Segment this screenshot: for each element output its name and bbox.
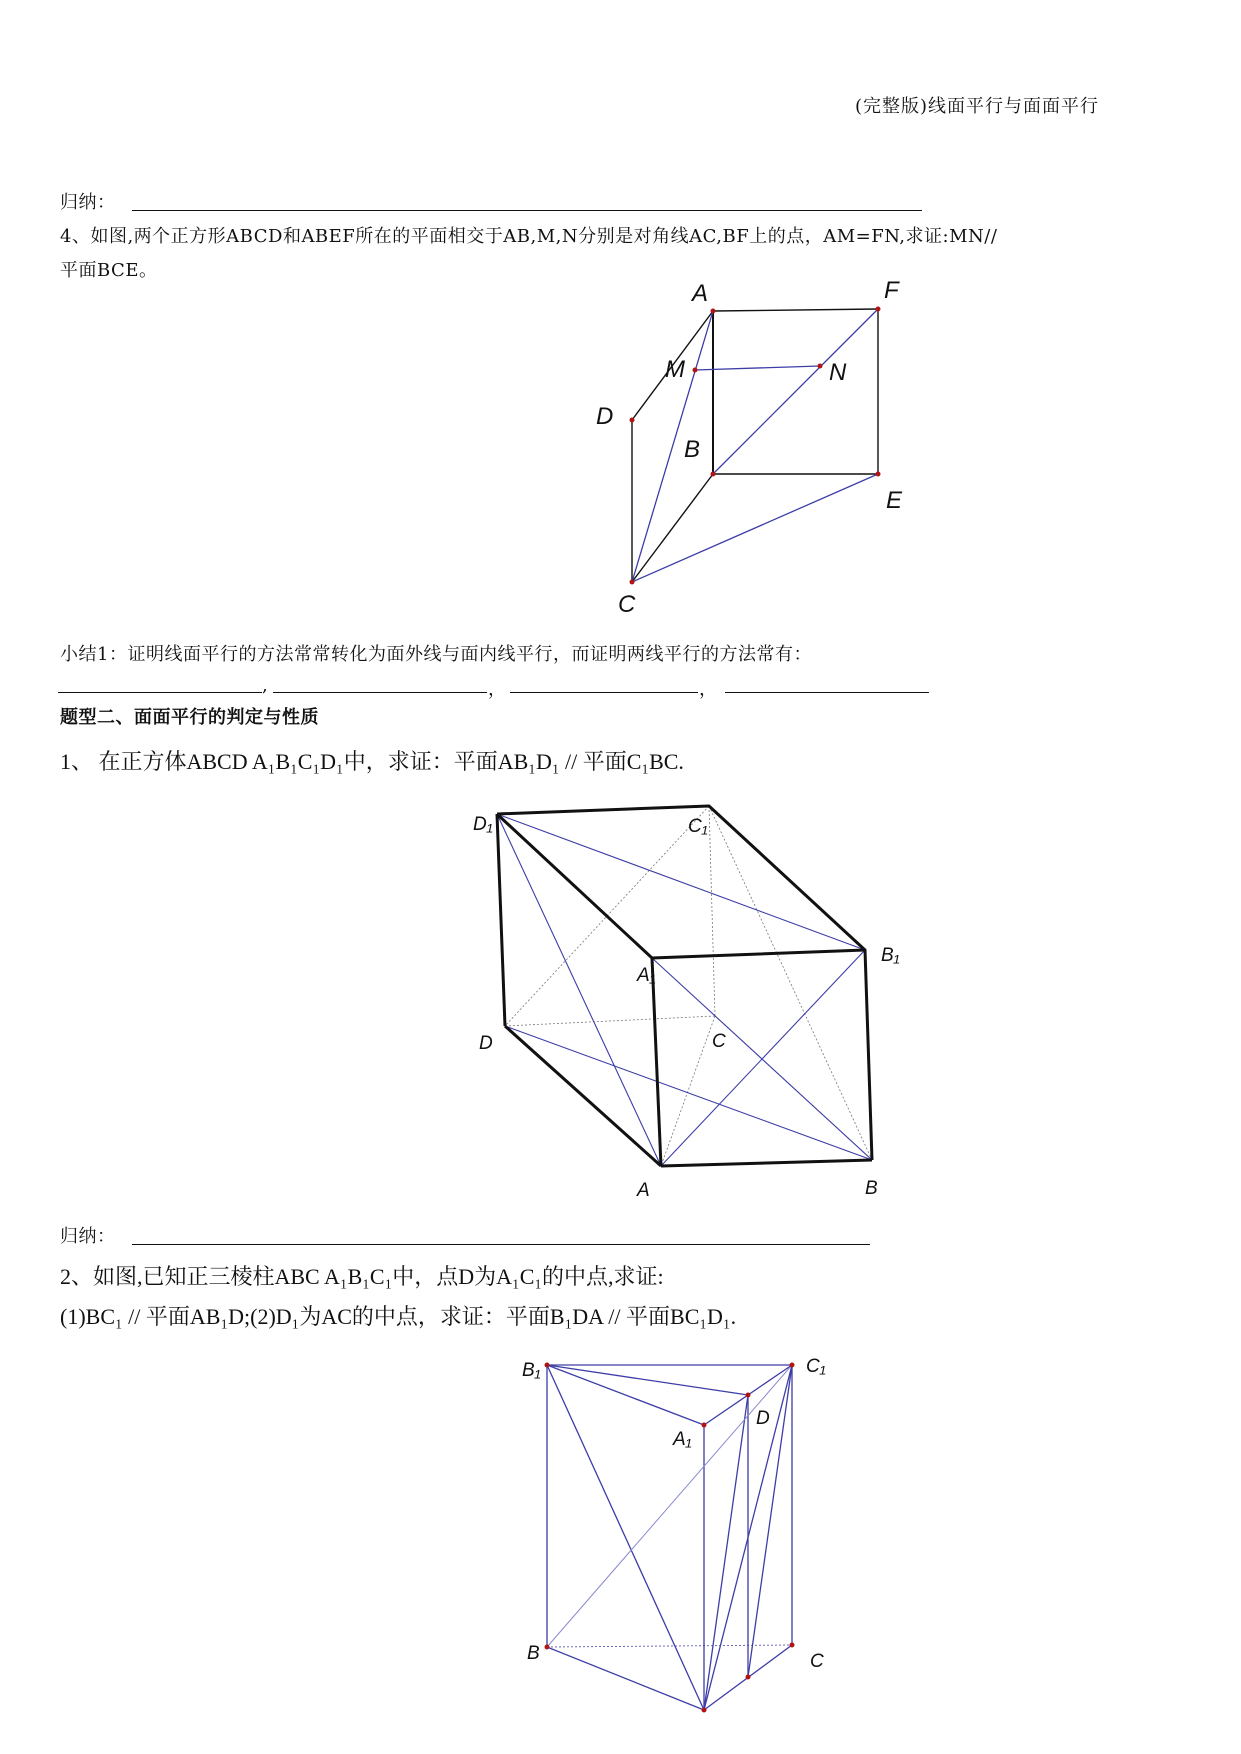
- label-F: F: [884, 277, 899, 304]
- note1-sep-1: ,: [262, 675, 269, 696]
- label-C1: C₁: [688, 816, 708, 837]
- label-C: C: [810, 1651, 824, 1672]
- label-B1: B₁: [881, 945, 900, 966]
- label-D: D: [756, 1408, 770, 1429]
- label-A: A: [637, 1180, 650, 1201]
- note1-text: 小结1：证明线面平行的方法常常转化为面外线与面内线平行，而证明两线平行的方法常有：: [60, 644, 812, 665]
- label-C: C: [618, 591, 636, 618]
- note1-sep-3: ，: [699, 679, 718, 700]
- label-A1: A₁: [673, 1429, 692, 1450]
- label-A: A: [692, 280, 709, 307]
- label-D: D: [479, 1033, 493, 1054]
- label-M: M: [665, 356, 685, 383]
- label-B: B: [527, 1643, 540, 1664]
- problem4-text-line1: 4、如图,两个正方形ABCD和ABEF所在的平面相交于AB,M,N分别是对角线AC,BF上的点，AM=FN,求证:MN//: [60, 226, 998, 247]
- q1-text: 1、 在正方体ABCD A₁B₁C₁D₁中，求证：平面AB₁D₁ // 平面C₁BC.: [60, 749, 684, 774]
- note1-sep-2: ，: [488, 679, 507, 700]
- summary2-label: 归纳：: [60, 1226, 116, 1247]
- label-D: D: [596, 403, 614, 430]
- label-E: E: [886, 487, 903, 514]
- label-B: B: [865, 1178, 878, 1199]
- label-B1: B₁: [522, 1360, 541, 1381]
- label-C: C: [712, 1031, 726, 1052]
- problem4-text-line2: 平面BCE。: [60, 260, 158, 281]
- label-N: N: [829, 359, 847, 386]
- label-C1: C₁: [806, 1356, 826, 1377]
- summary-label: 归纳：: [60, 192, 116, 213]
- label-D1: D₁: [473, 814, 493, 835]
- page-header-title: (完整版)线面平行与面面平行: [855, 96, 1100, 117]
- q2-text-line1: 2、如图,已知正三棱柱ABC A₁B₁C₁中，点D为A₁C₁的中点,求证:: [60, 1264, 664, 1289]
- q2-text-line2: (1)BC₁ // 平面AB₁D;(2)D₁为AC的中点，求证：平面B₁DA // 平面BC₁D₁.: [60, 1304, 737, 1329]
- label-A1: A₁: [637, 965, 656, 986]
- label-B: B: [684, 436, 701, 463]
- section2-title: 题型二、面面平行的判定与性质: [60, 707, 319, 728]
